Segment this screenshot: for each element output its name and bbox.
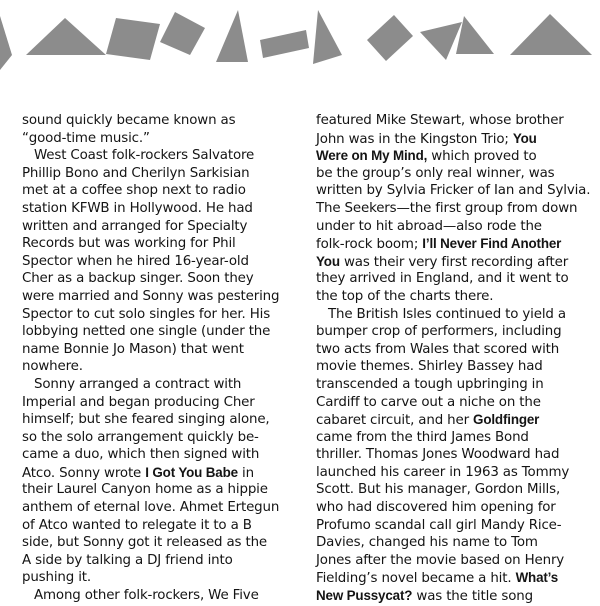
parallelogram-shape [106, 18, 160, 60]
text-line [316, 517, 592, 535]
text-line [22, 112, 298, 130]
text-line [316, 165, 592, 183]
text-run: Records but was working for Phil [22, 236, 236, 252]
text-line [316, 235, 592, 253]
text-run: be the group’s only real winner, was [316, 165, 555, 181]
text-line [316, 182, 592, 200]
text-line [316, 534, 592, 552]
text-run: The British Isles continued to yield a [328, 306, 566, 322]
text-run: Atco. Sonny wrote [22, 465, 146, 481]
song-title: New Pussycat? [316, 588, 413, 604]
text-run: met at a coffee shop next to radio [22, 183, 246, 199]
diamond-shape [367, 15, 413, 61]
text-run: launched his career in 1963 as Tommy [316, 464, 570, 480]
text-run: came a duo, which then signed with [22, 447, 260, 463]
song-title: What’s [515, 570, 559, 586]
song-title: Goldfinger [473, 412, 540, 428]
text-line [22, 358, 298, 376]
song-title: Were on My Mind, [316, 148, 428, 164]
text-line [316, 499, 592, 517]
text-run: Spector to cut solo singles for her. His [22, 306, 271, 322]
text-line [22, 270, 298, 288]
text-line [22, 411, 298, 429]
text-line [22, 587, 298, 605]
text-run: Among other folk-rockers, We Five [34, 588, 259, 604]
text-run: Phillip Bono and Cherilyn Sarkisian [22, 165, 250, 181]
text-run: were married and Sonny was pestering [22, 288, 280, 304]
text-run: Cher as a backup singer. Soon they [22, 271, 254, 287]
text-run: featured Mike Stewart, whose brother [316, 113, 564, 128]
text-line [316, 464, 592, 482]
text-line [22, 376, 298, 394]
text-line [316, 376, 592, 394]
triangle-shape [420, 22, 462, 60]
text-line [22, 446, 298, 464]
triangle-shape [456, 16, 494, 54]
text-run: the top of the charts there. [316, 288, 494, 304]
text-line [22, 569, 298, 587]
text-line [316, 112, 592, 130]
text-run: cabaret circuit, and her [316, 413, 474, 429]
text-line [22, 165, 298, 183]
triangle-shape [313, 10, 342, 64]
text-line [22, 235, 298, 253]
text-line [22, 394, 298, 412]
text-line [22, 288, 298, 306]
triangle-shape [510, 14, 592, 55]
text-line [316, 569, 592, 587]
text-line [22, 499, 298, 517]
text-line [316, 446, 592, 464]
rectangle-shape [260, 30, 309, 58]
left-text-column [22, 112, 298, 605]
text-line [316, 481, 592, 499]
text-line [22, 323, 298, 341]
text-run: John was in the Kingston Trio; [316, 131, 513, 147]
text-run: Imperial and began producing Cher [22, 394, 255, 410]
triangle-shape [26, 18, 106, 55]
text-line [22, 147, 298, 165]
text-run: movie themes. Shirley Bassey had [316, 359, 543, 375]
text-line [22, 200, 298, 218]
text-line [22, 341, 298, 359]
text-run: they arrived in England, and it went to [316, 271, 569, 287]
text-run: Scott. But his manager, Gordon Mills, [316, 482, 561, 498]
song-title: You [316, 253, 340, 269]
text-run: Davies, changed his name to Tom [316, 535, 538, 551]
text-line [22, 218, 298, 236]
text-run: name Bonnie Jo Mason) that went [22, 341, 244, 357]
text-line [22, 517, 298, 535]
text-line [22, 534, 298, 552]
text-run: station KFWB in Hollywood. He had [22, 200, 253, 216]
triangle-shape [216, 10, 248, 62]
text-line [316, 270, 592, 288]
text-run: Jones after the movie based on Henry [316, 552, 565, 568]
text-run: nowhere. [22, 359, 83, 375]
text-run: was the title song [412, 589, 533, 605]
text-run: bumper crop of performers, including [316, 324, 562, 340]
text-line [316, 147, 592, 165]
text-line [22, 552, 298, 570]
text-run: anthem of eternal love. Ahmet Ertegun [22, 500, 280, 516]
text-run: of Atco wanted to relegate it to a B [22, 517, 252, 533]
text-run: came from the third James Bond [316, 429, 529, 445]
text-run: thriller. Thomas Jones Woodward had [316, 447, 560, 463]
text-run: so the solo arrangement quickly be- [22, 429, 259, 445]
text-line [316, 130, 592, 148]
text-run: Profumo scandal call girl Mandy Rice- [316, 517, 562, 533]
text-run: under to hit abroad—also rode the [316, 218, 542, 234]
song-title: You [512, 130, 537, 146]
right-text-column [316, 112, 592, 605]
text-line [316, 218, 592, 236]
parallelogram-shape [160, 12, 205, 55]
text-run: Spector when he hired 16-year-old [22, 253, 249, 269]
text-line [316, 253, 592, 271]
text-line [316, 394, 592, 412]
text-run: West Coast folk-rockers Salvatore [34, 148, 255, 164]
text-run: which proved to [427, 149, 537, 165]
text-run: their Laurel Canyon home as a hippie [22, 482, 268, 498]
text-line [316, 200, 592, 218]
text-run: lobbying netted one single (under the [22, 324, 271, 340]
text-line [22, 464, 298, 482]
text-line [22, 253, 298, 271]
text-run: Fielding’s novel became a hit. [316, 571, 516, 587]
text-run: himself; but she feared singing alone, [22, 412, 270, 428]
text-run: The Seekers—the first group from down [316, 200, 578, 216]
text-run: “good-time music.” [22, 130, 150, 146]
text-line [22, 182, 298, 200]
text-run: folk-rock boom; [316, 237, 423, 253]
text-run: written and arranged for Specialty [22, 218, 248, 234]
text-line [316, 341, 592, 359]
text-run: sound quickly became known as [22, 113, 236, 128]
decorative-shapes-band [0, 0, 600, 70]
triangle-shape [0, 16, 12, 70]
text-run: side, but Sonny got it released as the [22, 535, 268, 551]
text-run: was their very first recording after [339, 254, 569, 270]
text-line [316, 411, 592, 429]
text-run: pushing it. [22, 570, 91, 586]
song-title: I’ll Never Find Another [422, 236, 562, 252]
text-line [22, 429, 298, 447]
text-line [316, 358, 592, 376]
text-line [316, 429, 592, 447]
text-run: Cardiff to carve out a niche on the [316, 394, 541, 410]
text-line [22, 130, 298, 148]
text-run: written by Sylvia Fricker of Ian and Sylvia. [316, 183, 591, 199]
text-run: who had discovered him opening for [316, 500, 556, 516]
text-line [22, 306, 298, 324]
text-line [316, 587, 592, 605]
song-title: I Got You Babe [145, 464, 238, 480]
text-run: in [237, 465, 254, 481]
text-run: A side by talking a DJ friend into [22, 552, 233, 568]
text-line [316, 288, 592, 306]
text-line [22, 481, 298, 499]
text-line [316, 306, 592, 324]
text-line [316, 323, 592, 341]
text-run: Sonny arranged a contract with [34, 376, 242, 392]
text-run: two acts from Wales that scored with [316, 341, 560, 357]
text-line [316, 552, 592, 570]
text-run: transcended a tough upbringing in [316, 376, 544, 392]
